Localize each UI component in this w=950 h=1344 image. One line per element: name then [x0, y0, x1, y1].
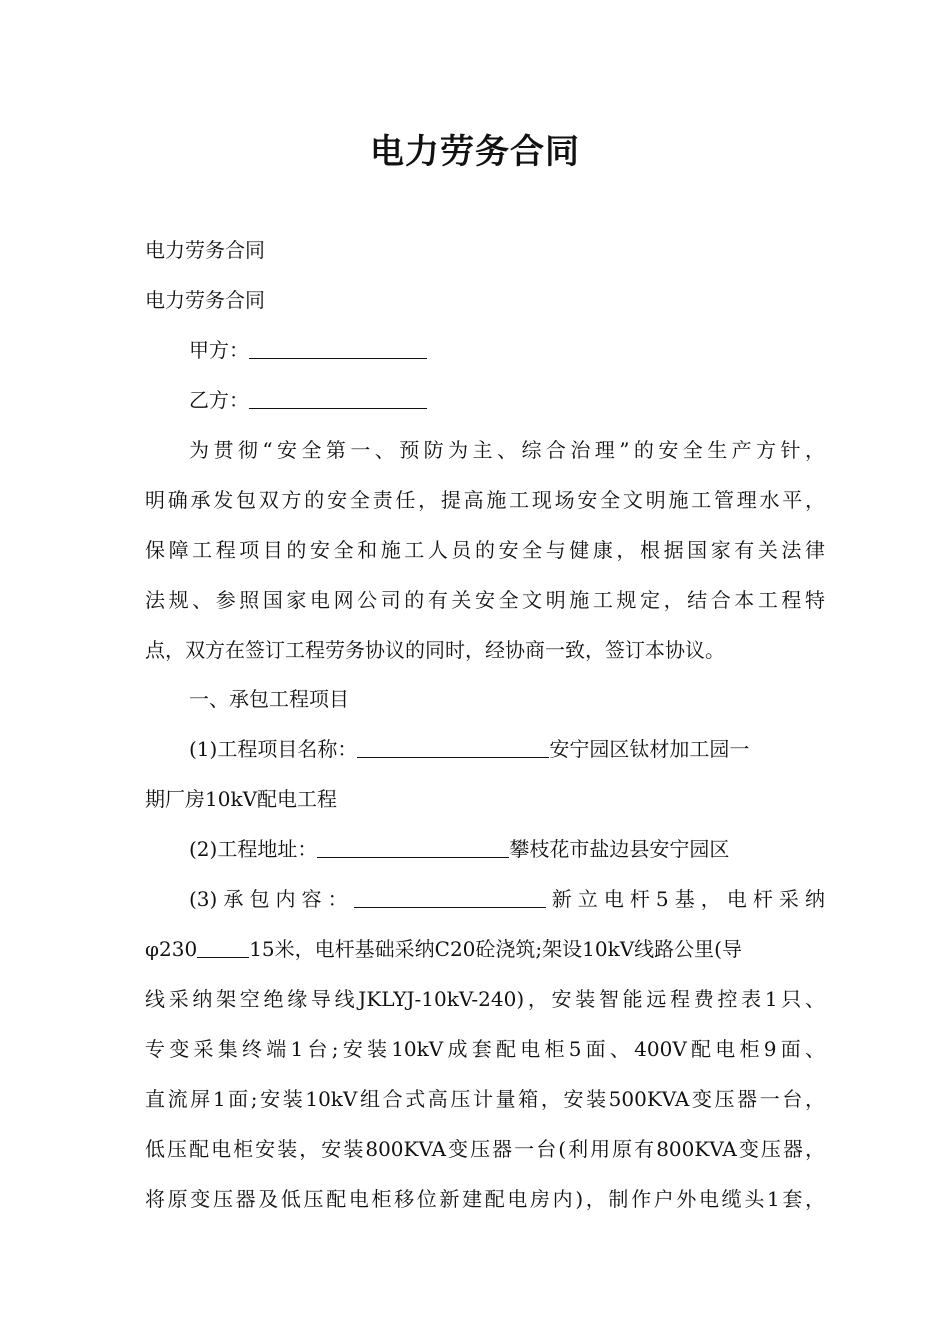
- party-b-blank: [249, 390, 427, 409]
- item-1-value: 安宁园区钛材加工园一: [549, 737, 750, 761]
- party-b-label: 乙方：: [189, 388, 249, 412]
- preamble-line: 明确承发包双方的安全责任，提高施工现场安全文明施工管理水平，: [145, 488, 825, 512]
- party-a-blank: [249, 340, 427, 359]
- item-3-line: 低压配电柜安装，安装800KVA变压器一台(利用原有800KVA变压器，: [145, 1137, 825, 1161]
- item-3-row: [189, 884, 825, 914]
- item-3-blank: [354, 889, 546, 908]
- item-3-diameter-blank: [197, 939, 249, 958]
- item-1-continuation: 期厂房10kV配电工程: [145, 787, 338, 811]
- item-3-label: (3)承包内容：: [189, 887, 354, 911]
- party-a-row: [189, 335, 427, 365]
- item-3-text: 15米，电杆基础采纳C20砼浇筑;架设10kV线路公里(导: [249, 937, 742, 961]
- preamble-line: 为贯彻“安全第一、预防为主、综合治理”的安全生产方针，: [189, 438, 825, 462]
- item-1-label: (1)工程项目名称：: [189, 737, 358, 761]
- item-1-blank: [357, 739, 549, 758]
- item-3-line: 直流屏1面;安装10kV组合式高压计量箱，安装500KVA变压器一台，: [145, 1087, 825, 1111]
- section-1-heading: 一、承包工程项目: [189, 687, 349, 711]
- heading-line-2: 电力劳务合同: [145, 288, 265, 312]
- item-2-value: 攀枝花市盐边县安宁园区: [509, 837, 730, 861]
- preamble-line: 点，双方在签订工程劳务协议的同时，经协商一致，签订本协议。: [145, 638, 725, 662]
- item-3-diameter: φ230: [145, 937, 198, 961]
- item-2-label: (2)工程地址：: [189, 837, 318, 861]
- item-3-value: 新立电杆5基，电杆采纳: [545, 887, 825, 911]
- item-1-row: [189, 734, 749, 764]
- item-3-line: 线采纳架空绝缘导线JKLYJ-10kV-240)，安装智能远程费控表1只、: [145, 987, 825, 1011]
- party-a-label: 甲方：: [189, 338, 249, 362]
- item-3-line: 将原变压器及低压配电柜移位新建配电房内)，制作户外电缆头1套，: [145, 1187, 825, 1211]
- item-3-line: 专变采集终端1台;安装10kV成套配电柜5面、400V配电柜9面、: [145, 1037, 825, 1061]
- document-title: 电力劳务合同: [370, 132, 580, 172]
- item-2-blank: [317, 839, 509, 858]
- preamble-line: 法规、参照国家电网公司的有关安全文明施工规定，结合本工程特: [145, 588, 825, 612]
- heading-line-1: 电力劳务合同: [145, 238, 265, 262]
- item-2-row: [189, 834, 729, 864]
- preamble-line: 保障工程项目的安全和施工人员的安全与健康，根据国家有关法律: [145, 538, 825, 562]
- item-3-line: [145, 934, 742, 964]
- party-b-row: [189, 385, 427, 415]
